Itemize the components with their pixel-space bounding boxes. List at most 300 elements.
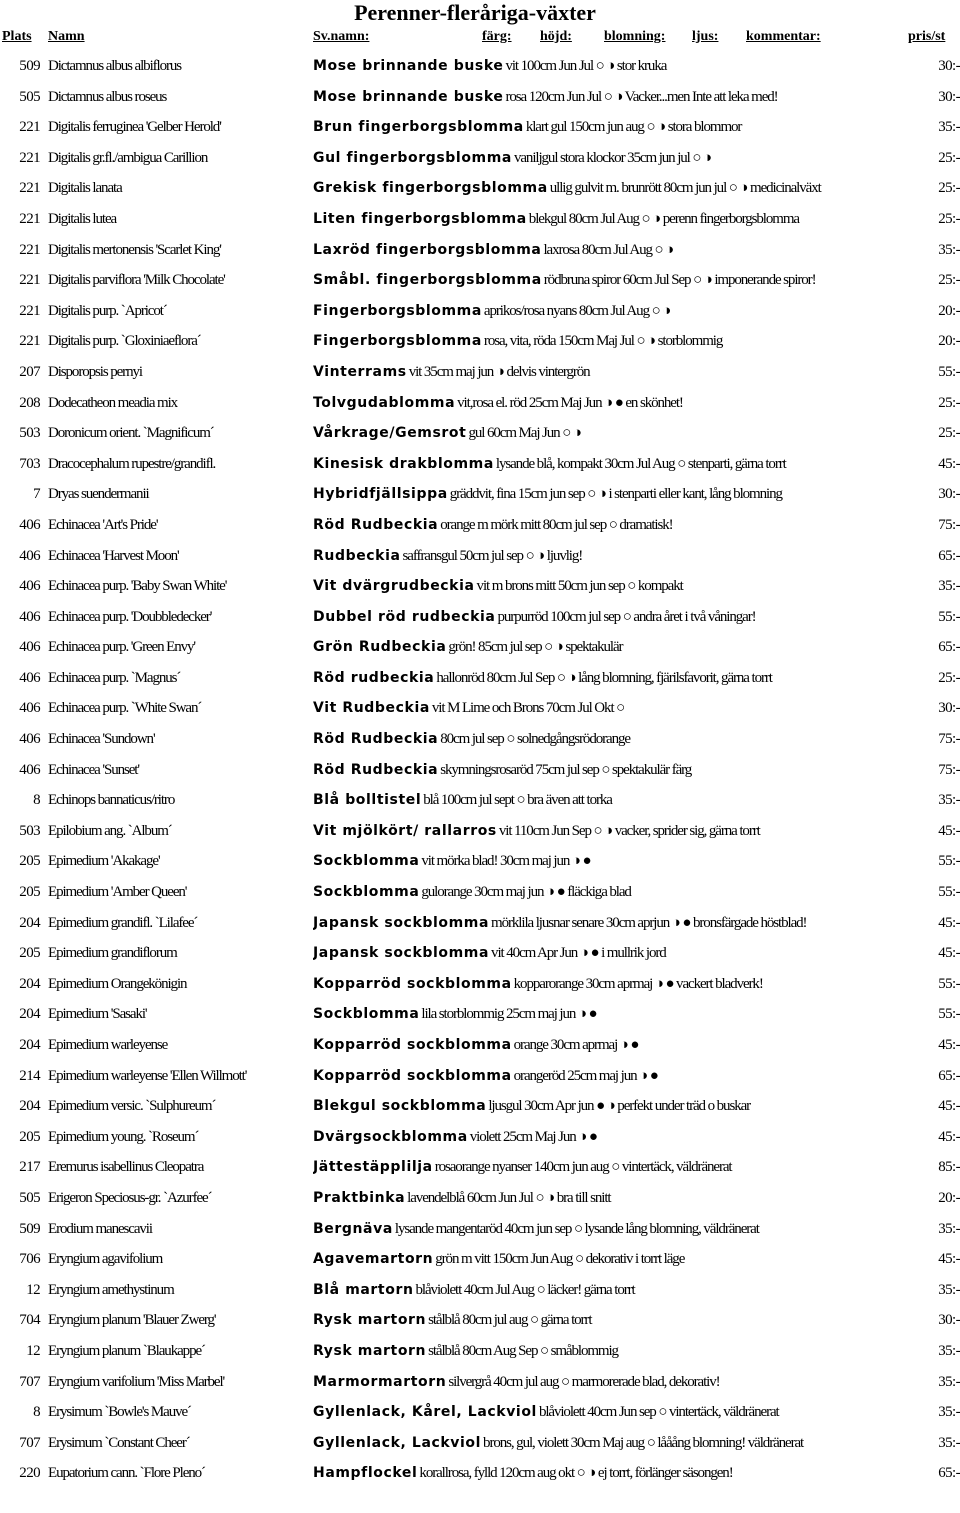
row-swedish-name: Blå bolltistel	[313, 792, 422, 809]
row-swedish-name: Japansk sockblomma	[313, 914, 490, 931]
row-details: blåviolett 40cm Jul Aug ○ läcker! gärna torrt	[415, 1281, 635, 1298]
row-plats: 12	[26, 1342, 40, 1359]
table-row	[0, 817, 960, 848]
table-row	[0, 909, 960, 940]
row-swedish-name: Blekgul sockblomma	[313, 1098, 487, 1115]
row-description	[313, 241, 913, 259]
row-swedish-name: Småbl. fingerborgsblomma	[313, 272, 542, 289]
row-latin-name: Epimedium young. `Roseum´	[48, 1128, 199, 1145]
row-plats: 509	[19, 58, 40, 74]
row-details: blekgul 80cm Jul Aug ○ ◑ perenn fingerborgsblomma	[528, 210, 799, 227]
row-price: 30:-	[938, 58, 960, 74]
row-details: orange m mörk mitt 80cm jul sep ○ dramatisk!	[440, 516, 673, 533]
row-details: blåviolett 40cm Jun sep ○ vintertäck, väldränerat	[538, 1404, 779, 1421]
row-price: 55:-	[938, 363, 960, 380]
table-row	[0, 756, 960, 787]
row-plats: 406	[19, 669, 40, 686]
row-latin-name: Echinacea purp. `White Swan´	[48, 700, 202, 717]
row-plats: 707	[19, 1373, 40, 1390]
row-description	[313, 1311, 913, 1329]
row-plats: 505	[19, 88, 40, 105]
row-price: 25:-	[938, 394, 960, 411]
row-plats: 205	[19, 853, 40, 870]
row-latin-name: Dryas suendermanii	[48, 486, 149, 503]
row-latin-name: Doronicum orient. `Magnificum´	[48, 425, 214, 442]
row-price: 35:-	[938, 1342, 960, 1359]
row-latin-name: Erigeron Speciosus-gr. `Azurfee´	[48, 1189, 212, 1206]
row-details: stålblå 80cm Aug Sep ○ småblommig	[428, 1342, 618, 1359]
row-description	[313, 455, 913, 473]
row-details: rosa 120cm Jun Jul ○ ◑ Vacker...men Inte att leka med!	[505, 88, 778, 105]
table-row	[0, 1245, 960, 1276]
row-price: 35:-	[938, 241, 960, 258]
row-details: vit,rosa el. röd 25cm Maj Jun ◑ ● en skönhet!	[457, 394, 683, 411]
row-description	[313, 1373, 913, 1391]
row-description	[313, 1067, 913, 1085]
row-latin-name: Eremurus isabellinus Cleopatra	[48, 1159, 204, 1176]
row-details: grön m vitt 150cm Jun Aug ○ dekorativ i torrt läge	[435, 1251, 685, 1268]
row-swedish-name: Grön Rudbeckia	[313, 639, 447, 656]
row-price: 30:-	[938, 88, 960, 105]
row-plats: 704	[19, 1312, 40, 1329]
header-blomning: blomning:	[604, 29, 666, 44]
row-swedish-name: Mose brinnande buske	[313, 58, 504, 74]
row-description	[313, 1189, 913, 1207]
row-plats: 503	[19, 822, 40, 839]
table-row	[0, 1153, 960, 1184]
row-plats: 221	[19, 241, 40, 258]
row-price: 35:-	[938, 578, 960, 595]
row-description	[313, 914, 913, 932]
row-plats: 703	[19, 455, 40, 472]
page-title: Perenner-fleråriga-växter	[354, 0, 596, 25]
table-row	[0, 511, 960, 542]
table-row	[0, 1123, 960, 1154]
row-price: 30:-	[938, 1312, 960, 1329]
row-plats: 12	[26, 1281, 40, 1298]
row-details: gulorange 30cm maj jun ◑ ● fläckiga blad	[421, 884, 631, 901]
row-plats: 406	[19, 700, 40, 717]
row-latin-name: Erysimum `Bowle's Mauve´	[48, 1404, 191, 1421]
table-row	[0, 633, 960, 664]
row-plats: 205	[19, 1128, 40, 1145]
row-price: 35:-	[938, 1220, 960, 1237]
row-latin-name: Echinacea purp. `Magnus´	[48, 669, 181, 686]
row-details: mörklila ljusnar senare 30cm aprjun ◑ ● bronsfärgade höstblad!	[491, 914, 807, 931]
row-description	[313, 394, 913, 412]
row-details: rosa, vita, röda 150cm Maj Jul ○ ◑ storblommig	[483, 333, 723, 350]
row-price: 45:-	[938, 822, 960, 839]
table-row	[0, 266, 960, 297]
row-swedish-name: Sockblomma	[313, 884, 420, 901]
row-price: 45:-	[938, 945, 960, 962]
row-description	[313, 516, 913, 534]
row-description	[313, 271, 913, 289]
row-swedish-name: Röd Rudbeckia	[313, 516, 439, 533]
row-description	[313, 852, 913, 870]
row-swedish-name: Kopparröd sockblomma	[313, 975, 512, 992]
table-row	[0, 939, 960, 970]
row-plats: 214	[19, 1067, 40, 1084]
plant-list	[0, 52, 960, 1490]
table-row	[0, 1184, 960, 1215]
row-latin-name: Eryngium planum `Blaukappe´	[48, 1342, 205, 1359]
row-price: 45:-	[938, 1128, 960, 1145]
row-details: vit 35cm maj jun ◑ delvis vintergrön	[408, 363, 590, 380]
row-swedish-name: Gyllenlack, Kårel, Lackviol	[313, 1404, 537, 1421]
row-latin-name: Epimedium grandiflorum	[48, 945, 177, 962]
row-details: vaniljgul stora klockor 35cm jun jul ○ ◑	[513, 149, 711, 166]
row-latin-name: Eupatorium cann. `Flore Pleno´	[48, 1465, 205, 1482]
row-description	[313, 1281, 913, 1299]
row-description	[313, 57, 913, 75]
row-details: violett 25cm Maj Jun ◑ ●	[469, 1128, 597, 1145]
row-swedish-name: Sockblomma	[313, 853, 420, 870]
table-row	[0, 297, 960, 328]
row-latin-name: Echinacea 'Sundown'	[48, 731, 155, 748]
row-description	[313, 730, 913, 748]
row-latin-name: Digitalis purp. `Apricot´	[48, 302, 167, 319]
header-plats: Plats	[2, 29, 32, 44]
row-plats: 204	[19, 1006, 40, 1023]
row-description	[313, 1464, 913, 1482]
row-latin-name: Epimedium 'Sasaki'	[48, 1006, 147, 1023]
table-row	[0, 52, 960, 83]
row-latin-name: Eryngium agavifolium	[48, 1251, 163, 1268]
row-latin-name: Dodecatheon meadia mix	[48, 394, 178, 411]
table-row	[0, 389, 960, 420]
table-row	[0, 205, 960, 236]
row-plats: 221	[19, 180, 40, 197]
row-description	[313, 1097, 913, 1115]
row-swedish-name: Kopparröd sockblomma	[313, 1037, 512, 1053]
row-plats: 406	[19, 578, 40, 595]
row-description	[313, 363, 913, 381]
table-row	[0, 113, 960, 144]
row-description	[313, 1434, 913, 1452]
row-plats: 221	[19, 272, 40, 289]
row-swedish-name: Vit dvärgrudbeckia	[313, 578, 475, 595]
row-plats: 8	[33, 792, 40, 809]
row-swedish-name: Dvärgsockblomma	[313, 1128, 468, 1145]
row-description	[313, 332, 913, 350]
table-row	[0, 572, 960, 603]
row-latin-name: Echinops bannaticus/ritro	[48, 792, 175, 809]
row-swedish-name: Vit mjölkört/ rallarros	[313, 822, 497, 839]
row-description	[313, 179, 913, 197]
row-swedish-name: Mose brinnande buske	[313, 88, 504, 105]
row-plats: 505	[19, 1189, 40, 1206]
row-swedish-name: Marmormartorn	[313, 1373, 447, 1390]
table-row	[0, 878, 960, 909]
row-swedish-name: Röd rudbeckia	[313, 669, 435, 686]
row-price: 55:-	[938, 884, 960, 901]
row-swedish-name: Hampflockel	[313, 1465, 418, 1482]
row-price: 75:-	[938, 761, 960, 778]
row-plats: 217	[19, 1159, 40, 1176]
row-plats: 406	[19, 731, 40, 748]
row-description	[313, 1128, 913, 1146]
row-details: laxrosa 80cm Jul Aug ○ ◑	[543, 241, 674, 258]
row-plats: 406	[19, 639, 40, 656]
row-swedish-name: Vinterrams	[313, 363, 407, 380]
row-price: 75:-	[938, 516, 960, 533]
row-swedish-name: Gyllenlack, Lackviol	[313, 1434, 482, 1451]
table-row	[0, 970, 960, 1001]
row-swedish-name: Praktbinka	[313, 1189, 406, 1206]
row-description	[313, 638, 913, 656]
row-swedish-name: Blå martorn	[313, 1281, 414, 1298]
row-swedish-name: Sockblomma	[313, 1006, 420, 1023]
row-plats: 208	[19, 394, 40, 411]
row-latin-name: Disporopsis pernyi	[48, 363, 142, 380]
row-latin-name: Epimedium Orangekönigin	[48, 975, 187, 992]
table-row	[0, 694, 960, 725]
row-swedish-name: Bergnäva	[313, 1220, 393, 1237]
row-description	[313, 669, 913, 687]
table-row	[0, 664, 960, 695]
row-swedish-name: Laxröd fingerborgsblomma	[313, 241, 542, 258]
row-details: saffransgul 50cm jul sep ○ ◑ ljuvlig!	[402, 547, 583, 564]
row-plats: 204	[19, 1098, 40, 1115]
row-details: ullig gulvit m. brunrött 80cm jun jul ○ ◑ medicinalväxt	[549, 180, 821, 197]
row-price: 20:-	[938, 302, 960, 319]
row-swedish-name: Grekisk fingerborgsblomma	[313, 180, 548, 197]
row-swedish-name: Hybridfjällsippa	[313, 486, 448, 503]
row-latin-name: Dictamnus albus albiflorus	[48, 58, 182, 74]
row-description	[313, 1036, 913, 1054]
row-plats: 406	[19, 608, 40, 625]
row-price: 55:-	[938, 853, 960, 870]
row-description	[313, 1005, 913, 1023]
header-hojd: höjd:	[540, 29, 572, 44]
row-description	[313, 791, 913, 809]
row-description	[313, 88, 913, 106]
table-row	[0, 83, 960, 114]
row-details: orange 30cm aprmaj ◑ ●	[513, 1037, 639, 1053]
table-row	[0, 1337, 960, 1368]
row-price: 45:-	[938, 1098, 960, 1115]
row-description	[313, 1220, 913, 1238]
row-details: korallrosa, fylld 120cm aug okt ○ ◑ ej torrt, förlänger säsongen!	[419, 1465, 733, 1482]
row-details: lysande mangentaröd 40cm jun sep ○ lysande lång blomning, väldränerat	[394, 1220, 759, 1237]
table-row	[0, 419, 960, 450]
row-swedish-name: Dubbel röd rudbeckia	[313, 608, 496, 625]
table-row	[0, 1031, 960, 1062]
row-description	[313, 822, 913, 840]
row-price: 35:-	[938, 1281, 960, 1298]
row-price: 25:-	[938, 149, 960, 166]
row-swedish-name: Fingerborgsblomma	[313, 302, 482, 319]
row-swedish-name: Rysk martorn	[313, 1312, 427, 1329]
row-price: 35:-	[938, 792, 960, 809]
row-plats: 7	[33, 486, 40, 503]
row-details: ljusgul 30cm Apr jun ● ◑ perfekt under träd o buskar	[488, 1098, 751, 1115]
row-latin-name: Epimedium 'Akakage'	[48, 853, 160, 870]
row-plats: 406	[19, 516, 40, 533]
row-latin-name: Echinacea 'Harvest Moon'	[48, 547, 179, 564]
table-row	[0, 725, 960, 756]
row-details: grön! 85cm jul sep ○ ◑ spektakulär	[448, 639, 623, 656]
row-price: 45:-	[938, 1251, 960, 1268]
row-details: vit 100cm Jun Jul ○ ◑ stor kruka	[505, 58, 667, 74]
row-swedish-name: Agavemartorn	[313, 1251, 434, 1268]
row-description	[313, 149, 913, 167]
row-details: brons, gul, violett 30cm Maj aug ○ lååång blomning! väldränerat	[483, 1434, 804, 1451]
row-price: 35:-	[938, 1404, 960, 1421]
row-latin-name: Digitalis parviflora 'Milk Chocolate'	[48, 272, 225, 289]
row-price: 65:-	[938, 1465, 960, 1482]
row-swedish-name: Rysk martorn	[313, 1342, 427, 1359]
table-row	[0, 1368, 960, 1399]
row-details: stålblå 80cm jul aug ○ gärna torrt	[428, 1312, 592, 1329]
table-row	[0, 1398, 960, 1429]
row-details: aprikos/rosa nyans 80cm Jul Aug ○ ◑	[483, 302, 671, 319]
row-latin-name: Echinacea 'Art's Pride'	[48, 516, 158, 533]
row-price: 45:-	[938, 1037, 960, 1053]
header-farg: färg:	[482, 29, 512, 44]
row-price: 25:-	[938, 669, 960, 686]
row-latin-name: Dictamnus albus roseus	[48, 88, 167, 105]
row-plats: 207	[19, 363, 40, 380]
row-swedish-name: Vit Rudbeckia	[313, 700, 430, 717]
row-price: 45:-	[938, 914, 960, 931]
row-details: lila storblommig 25cm maj jun ◑ ●	[421, 1006, 597, 1023]
row-details: vit mörka blad! 30cm maj jun ◑ ●	[421, 853, 591, 870]
row-swedish-name: Brun fingerborgsblomma	[313, 119, 524, 136]
row-details: skymningsrosaröd 75cm jul sep ○ spektakulär färg	[440, 761, 692, 778]
table-row	[0, 1429, 960, 1460]
row-description	[313, 1403, 913, 1421]
row-swedish-name: Fingerborgsblomma	[313, 333, 482, 350]
header-namn: Namn	[48, 29, 85, 44]
table-row	[0, 1459, 960, 1490]
row-swedish-name: Kinesisk drakblomma	[313, 455, 494, 472]
row-description	[313, 302, 913, 320]
row-plats: 205	[19, 945, 40, 962]
row-price: 20:-	[938, 333, 960, 350]
header-pris: pris/st	[908, 29, 946, 44]
row-plats: 204	[19, 914, 40, 931]
row-details: vit M Lime och Brons 70cm Jul Okt ○	[431, 700, 625, 717]
row-details: kopparorange 30cm aprmaj ◑ ● vackert bladverk!	[513, 975, 763, 992]
row-latin-name: Echinacea 'Sunset'	[48, 761, 139, 778]
table-row	[0, 1000, 960, 1031]
row-latin-name: Erodium manescavii	[48, 1220, 152, 1237]
row-price: 85:-	[938, 1159, 960, 1176]
row-price: 55:-	[938, 1006, 960, 1023]
row-plats: 706	[19, 1251, 40, 1268]
row-details: rosaorange nyanser 140cm jun aug ○ vintertäck, väldränerat	[434, 1159, 732, 1176]
row-description	[313, 944, 913, 962]
row-plats: 204	[19, 1037, 40, 1053]
table-row	[0, 174, 960, 205]
table-row	[0, 358, 960, 389]
table-row	[0, 236, 960, 267]
row-plats: 509	[19, 1220, 40, 1237]
table-row	[0, 1092, 960, 1123]
row-plats: 221	[19, 210, 40, 227]
row-details: lysande blå, kompakt 30cm Jul Aug ○ stenparti, gärna torrt	[495, 455, 786, 472]
row-latin-name: Epimedium 'Amber Queen'	[48, 884, 187, 901]
row-description	[313, 975, 913, 993]
row-latin-name: Digitalis lutea	[48, 210, 117, 227]
table-row	[0, 1215, 960, 1246]
table-row	[0, 542, 960, 573]
row-plats: 221	[19, 333, 40, 350]
row-price: 30:-	[938, 700, 960, 717]
row-latin-name: Epimedium warleyense 'Ellen Willmott'	[48, 1067, 247, 1084]
row-latin-name: Digitalis ferruginea 'Gelber Herold'	[48, 119, 221, 136]
row-price: 25:-	[938, 210, 960, 227]
row-swedish-name: Gul fingerborgsblomma	[313, 149, 512, 166]
row-plats: 503	[19, 425, 40, 442]
table-row	[0, 450, 960, 481]
row-description	[313, 577, 913, 595]
table-row	[0, 1276, 960, 1307]
row-description	[313, 485, 913, 503]
row-price: 25:-	[938, 180, 960, 197]
row-price: 35:-	[938, 1434, 960, 1451]
row-description	[313, 118, 913, 136]
row-description	[313, 761, 913, 779]
row-latin-name: Dracocephalum rupestre/grandifl.	[48, 455, 216, 472]
row-plats: 406	[19, 761, 40, 778]
row-plats: 220	[19, 1465, 40, 1482]
row-description	[313, 883, 913, 901]
table-row	[0, 1062, 960, 1093]
table-row	[0, 1306, 960, 1337]
row-details: blå 100cm jul sept ○ bra även att torka	[423, 792, 612, 809]
row-price: 25:-	[938, 272, 960, 289]
row-description	[313, 210, 913, 228]
table-row	[0, 603, 960, 634]
row-plats: 205	[19, 884, 40, 901]
row-details: vit m brons mitt 50cm jun sep ○ kompakt	[476, 578, 683, 595]
row-price: 45:-	[938, 455, 960, 472]
row-details: purpurröd 100cm jul sep ○ andra året i två våningar!	[497, 608, 756, 625]
row-price: 30:-	[938, 486, 960, 503]
table-row	[0, 786, 960, 817]
row-swedish-name: Rudbeckia	[313, 547, 401, 564]
row-description	[313, 1158, 913, 1176]
row-latin-name: Epimedium grandifl. `Lilafee´	[48, 914, 198, 931]
table-row	[0, 327, 960, 358]
row-price: 25:-	[938, 425, 960, 442]
table-row	[0, 144, 960, 175]
row-latin-name: Echinacea purp. 'Baby Swan White'	[48, 578, 227, 595]
row-details: klart gul 150cm jun aug ○ ◑ stora blommor	[525, 119, 742, 136]
row-latin-name: Digitalis gr.fl./ambigua Carillion	[48, 149, 208, 166]
row-details: 80cm jul sep ○ solnedgångsrödorange	[440, 731, 630, 748]
row-plats: 221	[19, 119, 40, 136]
row-latin-name: Epimedium warleyense	[48, 1037, 168, 1053]
row-price: 65:-	[938, 1067, 960, 1084]
row-description	[313, 424, 913, 442]
row-price: 35:-	[938, 119, 960, 136]
row-latin-name: Eryngium planum 'Blauer Zwerg'	[48, 1312, 216, 1329]
row-swedish-name: Liten fingerborgsblomma	[313, 210, 527, 227]
row-swedish-name: Japansk sockblomma	[313, 945, 490, 962]
row-swedish-name: Kopparröd sockblomma	[313, 1067, 512, 1084]
row-latin-name: Eryngium varifolium 'Miss Marbel'	[48, 1373, 225, 1390]
row-description	[313, 699, 913, 717]
row-details: rödbruna spiror 60cm Jul Sep ○ ◑ imponerande spiror!	[543, 272, 816, 289]
row-details: lavendelblå 60cm Jun Jul ○ ◑ bra till snitt	[407, 1189, 611, 1206]
row-swedish-name: Vårkrage/Gemsrot	[313, 425, 467, 442]
row-details: gräddvit, fina 15cm jun sep ○ ◑ i stenparti eller kant, lång blomning	[449, 486, 782, 503]
row-description	[313, 547, 913, 565]
